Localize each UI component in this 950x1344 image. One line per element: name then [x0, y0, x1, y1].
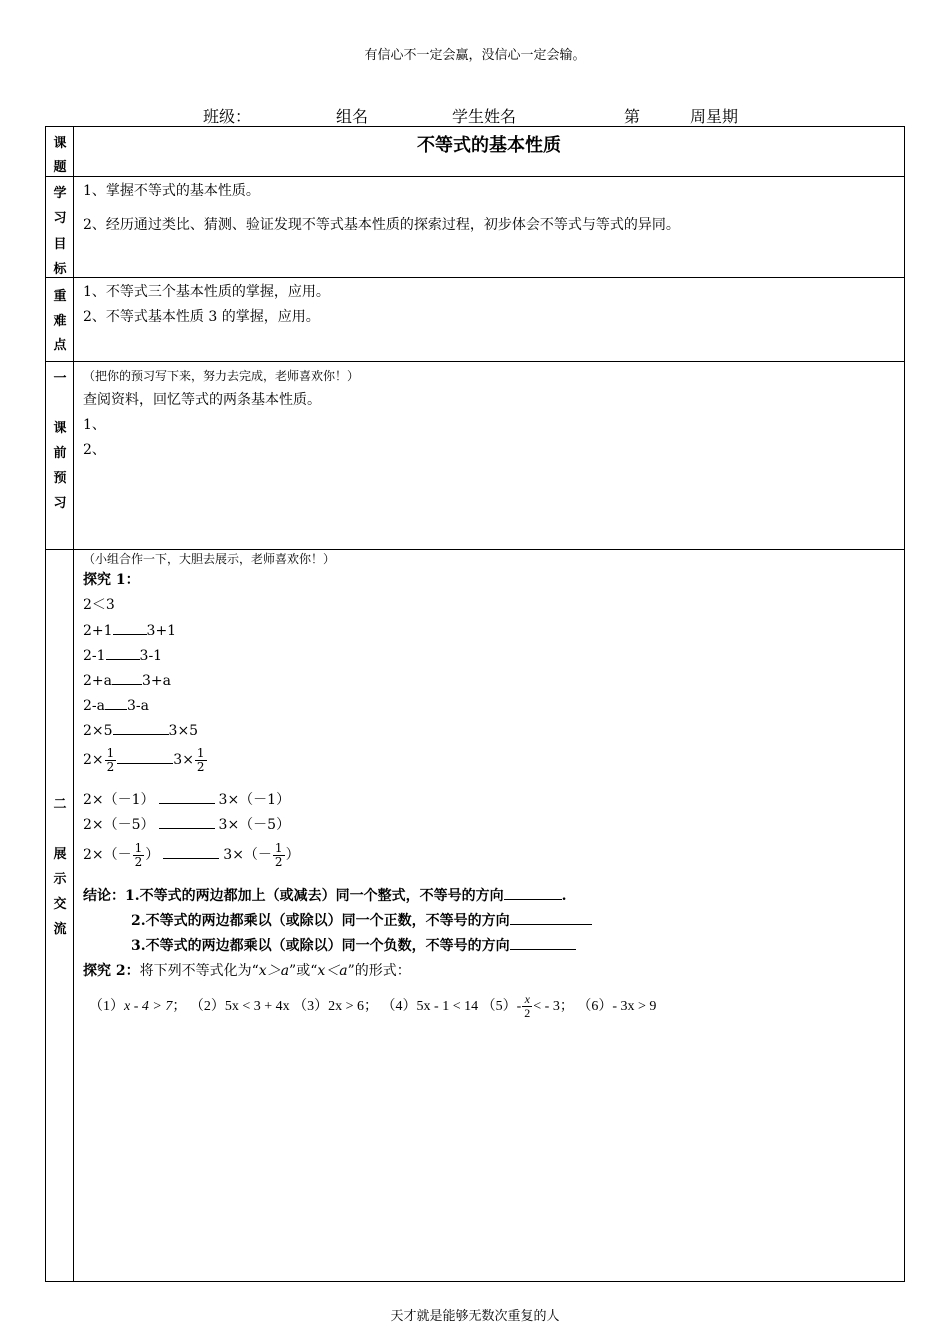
compare-line: 2+1 3+1 [83, 623, 177, 639]
compare-line: 2-a 3-a [83, 698, 149, 714]
preview-item: 1、 [83, 417, 106, 433]
fraction: $\frac{1}{2}$ [196, 745, 205, 774]
compare-line: 2×（－5） 3×（－5） [83, 817, 291, 833]
footer-quote: 天才就是能够无数次重复的人 [390, 1309, 560, 1324]
answer-blank[interactable] [159, 815, 215, 829]
answer-blank[interactable] [117, 750, 173, 764]
keypoint-item: 1、不等式三个基本性质的掌握，应用。 [83, 284, 330, 300]
answer-blank[interactable] [504, 886, 562, 900]
fraction: $\frac{x}{2}$ [524, 992, 531, 1021]
explore2-title: 探究 2： [83, 963, 140, 979]
preview-task: 查阅资料，回忆等式的两条基本性质。 [83, 392, 321, 408]
answer-blank[interactable] [106, 646, 140, 660]
explore1-title: 探究 1： [83, 572, 140, 588]
answer-blank[interactable] [112, 671, 142, 685]
lesson-title: 不等式的基本性质 [417, 135, 561, 156]
fraction: $\frac{1}{2}$ [134, 840, 143, 869]
compare-line: 2-1 3-1 [83, 648, 163, 664]
answer-blank[interactable] [113, 621, 147, 635]
compare-line: 2×（－1） 3×（－1） [83, 792, 291, 808]
student-info-line [0, 104, 950, 124]
topic-row [46, 127, 904, 177]
fraction: $\frac{1}{2}$ [106, 745, 115, 774]
week-label: 第 [624, 107, 641, 126]
weekday-label: 周星期 [690, 107, 739, 126]
compare-line: 2+a 3+a [83, 673, 171, 689]
exchange-row [46, 550, 904, 1281]
fraction: $\frac{1}{2}$ [274, 840, 283, 869]
compare-line: 2×5 3×5 [83, 723, 199, 739]
keypoints-row [46, 278, 904, 362]
topic-label: 课 题 [46, 127, 74, 176]
answer-blank[interactable] [510, 911, 592, 925]
student-name-label: 学生姓名 [452, 107, 517, 126]
compare-line-neg-fraction: 2×（－ $\frac{1}{2}$ ） 3×（－ $\frac{1}{2}$ ） [83, 840, 300, 869]
keypoint-item: 2、不等式基本性质 3 的掌握，应用。 [83, 309, 320, 325]
answer-blank[interactable] [113, 721, 169, 735]
compare-line-fraction: 2× $\frac{1}{2}$ 3× $\frac{1}{2}$ [83, 745, 205, 774]
preview-note: （把你的预习写下来，努力去完成，老师喜欢你！） [83, 369, 360, 383]
conclusion-3: 3.不等式的两边都乘以（或除以）同一个负数，不等号的方向 [131, 936, 576, 955]
answer-blank[interactable] [105, 696, 127, 710]
objective-item: 1、掌握不等式的基本性质。 [83, 183, 260, 199]
exchange-note: （小组合作一下，大胆去展示，老师喜欢你！） [83, 552, 336, 566]
objectives-label: 学 习 目 标 [46, 177, 74, 277]
preview-label: 一 课 前 预 习 [46, 362, 74, 549]
objective-item: 2、经历通过类比、猜测、验证发现不等式基本性质的探索过程，初步体会不等式与等式的异同。 [83, 217, 680, 233]
group-label: 组名 [336, 107, 369, 126]
worksheet-table [45, 126, 905, 1282]
answer-blank[interactable] [163, 845, 219, 859]
exchange-label: 二 展 示 交 流 [46, 550, 74, 1281]
class-label: 班级： [203, 107, 252, 126]
preview-item: 2、 [83, 442, 106, 458]
conclusion-1: 结论：1.不等式的两边都加上（或减去）同一个整式，不等号的方向 . [83, 888, 567, 904]
keypoints-label: 重 难 点 [46, 278, 74, 361]
answer-blank[interactable] [510, 936, 576, 950]
conclusion-2: 2.不等式的两边都乘以（或除以）同一个正数，不等号的方向 [131, 911, 592, 930]
exercise-line: （1）x - 4 > 7； （2）5x < 3 + 4x （3）2x > 6； （4）5x - 1 < 14 （5）- $\frac{x}{2}$ < - 3； （6）- 3x > 9 [89, 992, 657, 1021]
objectives-row [46, 177, 904, 278]
base-inequality: 2＜3 [83, 597, 115, 613]
motto: 有信心不一定会赢，没信心一定会输。 [364, 48, 586, 63]
explore2-line: 探究 2：将下列不等式化为“x＞a”或“x＜a”的形式： [83, 963, 411, 979]
preview-row [46, 362, 904, 550]
answer-blank[interactable] [159, 790, 215, 804]
